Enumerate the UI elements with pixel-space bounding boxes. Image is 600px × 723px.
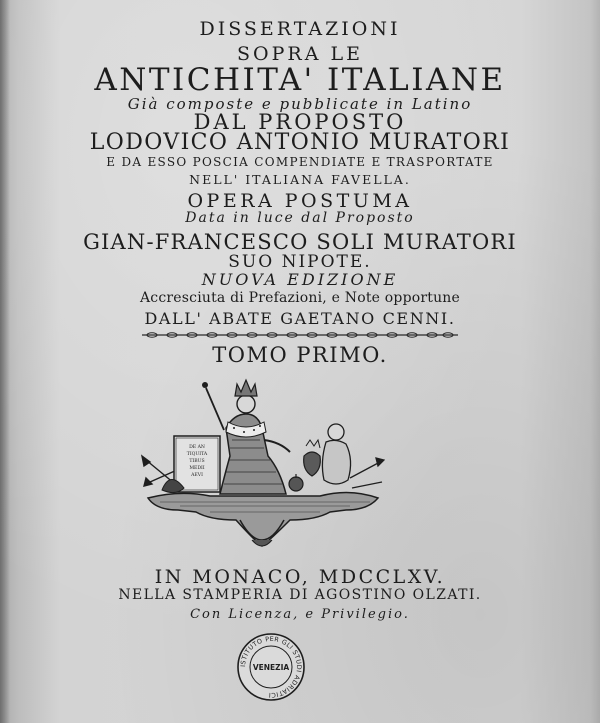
editor-name: GIAN-FRANCESCO SOLI MURATORI xyxy=(83,230,517,254)
decorative-rule xyxy=(142,332,458,338)
title-line-dissertazioni: DISSERTAZIONI xyxy=(199,18,401,40)
svg-text:MEDII: MEDII xyxy=(189,466,205,471)
imprint-place: IN MONACO, MDCCLXV. xyxy=(154,566,446,588)
stamp-inner-text: VENEZIA xyxy=(252,663,290,672)
stamp-outer-text: ISTITUTO PER GLI STUDI ADRIATICI xyxy=(238,634,304,700)
svg-text:TIBUS: TIBUS xyxy=(189,459,205,464)
subtitle-latino: Già composte e pubblicate in Latino xyxy=(127,95,473,113)
nuova-edizione: NUOVA EDIZIONE xyxy=(201,270,399,289)
svg-text:AEVI: AEVI xyxy=(191,473,203,478)
opera-postuma: OPERA POSTUMA xyxy=(187,190,413,212)
favella-line: NELL' ITALIANA FAVELLA. xyxy=(189,172,411,187)
data-in-luce: Data in luce dal Proposto xyxy=(185,210,415,226)
svg-text:DE AN: DE AN xyxy=(189,445,205,450)
cenni-line: DALL' ABATE GAETANO CENNI. xyxy=(144,309,456,328)
compendiate-line: E DA ESSO POSCIA COMPENDIATE E TRASPORTATE xyxy=(106,155,494,169)
suo-nipote: SUO NIPOTE. xyxy=(228,252,372,272)
library-stamp-icon xyxy=(236,632,306,702)
title-line-antichita: ANTICHITA' ITALIANE xyxy=(94,62,506,98)
volume-label: TOMO PRIMO. xyxy=(212,343,388,367)
author-name: LODOVICO ANTONIO MURATORI xyxy=(89,130,511,155)
svg-text:TIQUITA: TIQUITA xyxy=(186,452,208,457)
imprint-press: NELLA STAMPERIA DI AGOSTINO OLZATI. xyxy=(118,587,482,603)
license-line: Con Licenza, e Privilegio. xyxy=(190,607,410,622)
title-line-sopra-le: SOPRA LE xyxy=(237,43,363,65)
author-prefix: DAL PROPOSTO xyxy=(193,110,407,134)
printer-emblem-icon xyxy=(140,370,385,566)
accresciuta-line: Accresciuta di Prefazioni, e Note opportune xyxy=(140,290,460,306)
